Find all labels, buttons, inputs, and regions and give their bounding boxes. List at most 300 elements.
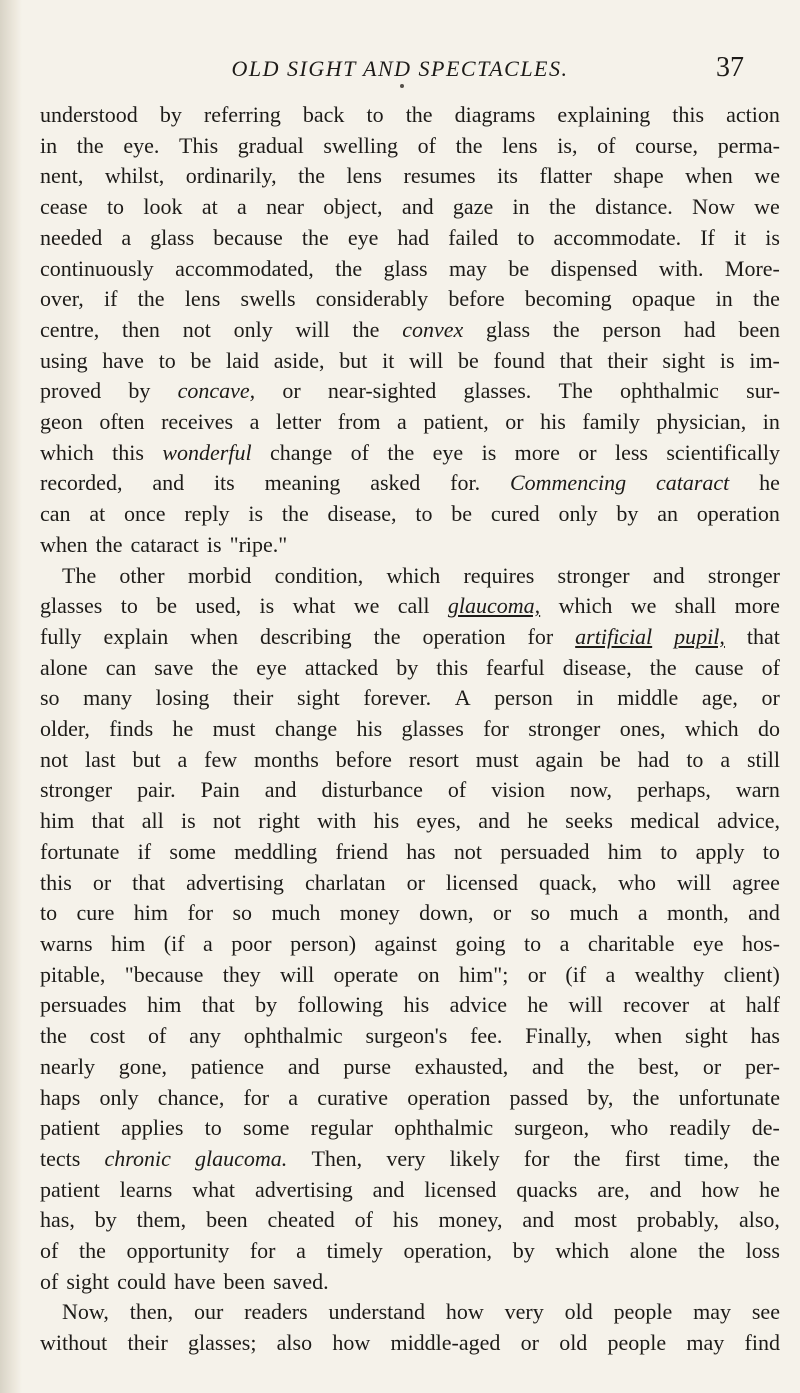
- word: what: [192, 1176, 236, 1202]
- word: morbid: [187, 562, 252, 588]
- word: by: [396, 654, 419, 680]
- word: also,: [738, 1207, 780, 1233]
- word: not: [182, 316, 211, 342]
- word: month,: [667, 900, 729, 926]
- word: or: [761, 685, 780, 711]
- word: a: [296, 1238, 306, 1264]
- word: much: [569, 900, 619, 926]
- word: that: [132, 869, 166, 895]
- word: the: [405, 102, 433, 127]
- word: learns: [119, 1176, 173, 1202]
- word: their: [127, 1330, 168, 1356]
- word: what: [292, 593, 336, 619]
- word: persuades: [40, 992, 127, 1018]
- word: him: [147, 992, 182, 1018]
- word: the: [76, 132, 104, 158]
- word: that: [201, 992, 235, 1018]
- word: dispensed: [550, 255, 638, 281]
- word: are,: [597, 1176, 630, 1202]
- word: must: [475, 746, 519, 772]
- word: understand: [328, 1299, 426, 1325]
- word: all: [141, 808, 164, 834]
- word: "because: [124, 961, 204, 987]
- word: will: [568, 992, 603, 1018]
- word: money: [339, 900, 400, 926]
- word: nent,: [40, 163, 84, 189]
- word: object,: [323, 194, 383, 220]
- word: they: [222, 961, 261, 987]
- word: for: [243, 1084, 270, 1110]
- word: and: [287, 1053, 320, 1079]
- word: friend: [335, 838, 389, 864]
- word: purse: [343, 1053, 392, 1079]
- word: of: [354, 1207, 373, 1233]
- word: any: [189, 1023, 221, 1049]
- word: is: [481, 439, 497, 465]
- word: cataract: [130, 531, 199, 557]
- word: and: [478, 808, 511, 834]
- text-line: [40, 990, 780, 1021]
- word: look: [143, 194, 183, 220]
- word: has: [406, 838, 436, 864]
- word: how: [445, 1299, 484, 1325]
- word: reply: [184, 501, 230, 527]
- word: find: [744, 1330, 780, 1356]
- word: which: [684, 716, 739, 742]
- word: more: [734, 593, 780, 619]
- word: so: [232, 900, 253, 926]
- word: perhaps,: [636, 777, 711, 803]
- word: its: [213, 470, 235, 496]
- word: advertising: [254, 1176, 353, 1202]
- word: time,: [684, 1145, 729, 1171]
- text-line: [40, 1083, 780, 1114]
- word: been: [223, 1268, 266, 1294]
- word: pair.: [137, 777, 176, 803]
- word: aside,: [273, 347, 325, 373]
- word: only: [558, 501, 598, 527]
- word: over,: [40, 286, 84, 312]
- word: sight: [684, 1023, 728, 1049]
- word: operation: [422, 623, 506, 649]
- word: operate: [333, 961, 399, 987]
- page-number: 37: [716, 52, 744, 83]
- word: months: [254, 746, 319, 772]
- text-line: [40, 499, 780, 530]
- text-line: [40, 315, 780, 346]
- word: may: [686, 1330, 725, 1356]
- word: scientifically: [666, 439, 780, 465]
- word: or: [92, 869, 112, 895]
- text-line: [40, 1328, 780, 1359]
- word: the: [373, 623, 401, 649]
- word: curative: [317, 1084, 389, 1110]
- word: following: [297, 992, 384, 1018]
- word: not: [40, 746, 69, 772]
- word: call: [397, 593, 430, 619]
- word: older,: [40, 716, 90, 742]
- text-line: [40, 622, 780, 653]
- word: been: [206, 1207, 248, 1233]
- word: patience: [190, 1053, 265, 1079]
- word: he: [759, 470, 780, 496]
- word: to: [762, 838, 780, 864]
- word: Now: [692, 194, 735, 220]
- word: a: [288, 1084, 299, 1110]
- word: quacks: [516, 1176, 578, 1202]
- word: and: [522, 1207, 555, 1233]
- word: this: [40, 869, 72, 895]
- word: last: [85, 746, 116, 772]
- word: diagrams: [454, 102, 536, 127]
- word: of: [597, 132, 616, 158]
- word: that: [91, 808, 125, 834]
- word: of: [350, 439, 369, 465]
- text-line: [40, 561, 780, 592]
- word: geon: [40, 409, 83, 435]
- word: the: [301, 224, 329, 250]
- word: disease,: [562, 654, 632, 680]
- word: a: [237, 194, 247, 220]
- word: regular: [310, 1115, 373, 1141]
- word: their: [233, 685, 274, 711]
- word: surgeon's: [365, 1023, 448, 1049]
- word: if: [137, 838, 152, 864]
- word: lens: [346, 163, 382, 189]
- word: then,: [129, 1299, 174, 1325]
- word: to: [523, 930, 542, 956]
- word: is: [719, 347, 735, 373]
- word: at: [89, 501, 106, 527]
- text-line: [40, 284, 780, 315]
- word: the: [298, 163, 325, 189]
- word: fee.: [470, 1023, 503, 1049]
- word: on: [417, 961, 440, 987]
- word: family: [582, 409, 640, 435]
- word: person: [602, 316, 662, 342]
- word: when: [40, 531, 88, 557]
- word: by: [255, 992, 278, 1018]
- word: for: [527, 623, 554, 649]
- word: glasses;: [188, 1330, 257, 1356]
- word: shape: [613, 163, 664, 189]
- word: with: [317, 808, 357, 834]
- word: resort: [408, 746, 459, 772]
- word: poor: [231, 930, 272, 956]
- word: cured: [490, 501, 540, 527]
- word: centre,: [40, 316, 100, 342]
- word: applies: [121, 1115, 184, 1141]
- word: which: [555, 1238, 610, 1264]
- word: eye: [347, 224, 379, 250]
- word: our: [193, 1299, 224, 1325]
- word: be: [458, 347, 479, 373]
- word: The: [62, 562, 97, 588]
- word: by: [128, 378, 151, 404]
- word: swells: [240, 286, 296, 312]
- word: this: [436, 654, 469, 680]
- word: (if: [163, 930, 185, 956]
- word: by: [512, 1238, 535, 1264]
- word: may: [449, 255, 487, 281]
- emphasized-word: wonderful: [162, 439, 252, 465]
- word: becoming: [524, 286, 612, 312]
- word: of: [761, 654, 780, 680]
- word: warn: [735, 777, 780, 803]
- word: which: [558, 593, 613, 619]
- word: or: [492, 900, 512, 926]
- word: he: [172, 716, 194, 742]
- word: patient,: [423, 409, 489, 435]
- word: a: [249, 409, 260, 435]
- word: his: [540, 409, 566, 435]
- word: right: [258, 808, 300, 834]
- word: him: [607, 838, 642, 864]
- word: their: [607, 347, 648, 373]
- word: action: [726, 102, 780, 127]
- word: glass: [150, 224, 195, 250]
- word: ophthalmic: [243, 1023, 343, 1049]
- emphasized-word: artificial: [575, 623, 653, 649]
- word: Pain: [200, 777, 240, 803]
- word: we: [353, 593, 380, 619]
- word: and: [532, 1053, 564, 1079]
- word: that: [559, 347, 593, 373]
- word: in: [512, 194, 530, 220]
- word: operation,: [403, 1238, 493, 1264]
- word: very: [386, 1145, 426, 1171]
- word: again: [535, 746, 584, 772]
- word: best,: [638, 1053, 680, 1079]
- word: considerably: [315, 286, 429, 312]
- word: his: [392, 1207, 419, 1233]
- word: The: [558, 378, 593, 404]
- word: resumes: [403, 163, 476, 189]
- word: also: [276, 1330, 313, 1356]
- word: disturbance: [321, 777, 423, 803]
- word: gradual: [237, 132, 304, 158]
- text-line: [40, 1297, 780, 1328]
- word: that: [746, 623, 780, 649]
- text-line: [40, 407, 780, 438]
- text-line: [40, 929, 780, 960]
- word: by: [159, 102, 182, 127]
- word: Then,: [311, 1145, 363, 1171]
- word: agree: [732, 869, 780, 895]
- word: disease,: [327, 501, 397, 527]
- word: can: [40, 501, 71, 527]
- word: if: [103, 286, 118, 312]
- word: near: [266, 194, 304, 220]
- word: tects: [40, 1145, 81, 1171]
- word: likely: [449, 1145, 500, 1171]
- word: his: [403, 992, 430, 1018]
- word: advice,: [717, 808, 780, 834]
- text-line: [40, 1144, 780, 1175]
- word: the: [335, 255, 363, 281]
- word: to: [415, 501, 433, 527]
- word: and: [264, 777, 297, 803]
- word: apply: [695, 838, 745, 864]
- word: his: [373, 808, 400, 834]
- word: explain: [103, 623, 169, 649]
- word: patient: [40, 1115, 100, 1141]
- word: loss: [745, 1238, 780, 1264]
- word: some: [242, 1115, 290, 1141]
- word: an: [657, 501, 678, 527]
- word: hos-: [742, 930, 780, 956]
- word: de-: [751, 1115, 780, 1141]
- word: passed: [509, 1084, 569, 1110]
- text-line: [40, 131, 780, 162]
- word: he: [527, 992, 549, 1018]
- word: the: [587, 1053, 615, 1079]
- word: physician,: [656, 409, 747, 435]
- word: people: [613, 1299, 673, 1325]
- word: receives: [161, 409, 234, 435]
- word: readers: [244, 1299, 308, 1325]
- word: many: [83, 685, 133, 711]
- word: change: [269, 439, 333, 465]
- word: medical: [630, 808, 700, 834]
- word: sight: [66, 1268, 110, 1294]
- word: a: [397, 409, 407, 435]
- word: and: [401, 194, 434, 220]
- word: to: [660, 838, 678, 864]
- word: explaining: [557, 102, 651, 127]
- word: the: [281, 501, 309, 527]
- word: cure: [76, 900, 115, 926]
- word: the: [649, 654, 677, 680]
- word: quack,: [539, 869, 598, 895]
- word: shall: [674, 593, 717, 619]
- word: or: [282, 378, 301, 404]
- word: ophthalmic: [619, 378, 719, 404]
- word: exhausted,: [414, 1053, 509, 1079]
- word: when: [685, 163, 733, 189]
- word: condition,: [274, 562, 364, 588]
- word: against: [374, 930, 437, 956]
- word: will: [295, 316, 330, 342]
- word: the: [753, 1145, 780, 1171]
- word: im-: [749, 347, 780, 373]
- word: and: [649, 1176, 682, 1202]
- word: eyes,: [416, 808, 462, 834]
- text-line: [40, 745, 780, 776]
- word: glass: [486, 316, 531, 342]
- text-line: [40, 530, 780, 561]
- word: much: [271, 900, 321, 926]
- word: eye.: [123, 132, 160, 158]
- word: its: [497, 163, 518, 189]
- word: by: [616, 501, 639, 527]
- word: lens: [502, 132, 538, 158]
- emphasized-word: Commencing: [509, 470, 627, 496]
- word: is: [248, 501, 264, 527]
- word: because: [213, 224, 283, 250]
- emphasized-word: chronic: [104, 1145, 171, 1171]
- word: still: [746, 746, 780, 772]
- text-line: [40, 1021, 780, 1052]
- word: understood: [40, 102, 138, 127]
- word: the: [95, 531, 123, 557]
- word: in: [576, 685, 594, 711]
- word: or: [505, 409, 524, 435]
- word: middle: [617, 685, 679, 711]
- body-text: [40, 100, 780, 1359]
- word: finds: [109, 716, 154, 742]
- word: alone: [629, 1238, 678, 1264]
- word: it: [382, 347, 395, 373]
- word: the: [552, 316, 580, 342]
- word: requires: [463, 562, 535, 588]
- word: eye: [693, 930, 724, 956]
- word: of: [40, 1268, 59, 1294]
- word: ordinarily,: [185, 163, 277, 189]
- word: often: [99, 409, 145, 435]
- word: or: [406, 869, 425, 895]
- word: be: [451, 501, 473, 527]
- word: be: [156, 593, 177, 619]
- text-line: [40, 868, 780, 899]
- word: continuously: [40, 255, 154, 281]
- word: fully: [40, 623, 82, 649]
- word: few: [204, 746, 238, 772]
- word: found: [493, 347, 545, 373]
- text-line: [40, 1236, 780, 1267]
- word: do: [758, 716, 780, 742]
- word: him: [133, 900, 169, 926]
- word: or: [702, 1053, 722, 1079]
- page-header: [0, 50, 800, 90]
- word: the: [40, 1023, 67, 1049]
- word: haps: [40, 1084, 81, 1110]
- word: of: [447, 777, 467, 803]
- text-line: [40, 438, 780, 469]
- word: (if: [565, 961, 587, 987]
- word: pitable,: [40, 961, 106, 987]
- word: to: [106, 194, 125, 220]
- word: some: [169, 838, 216, 864]
- word: advice: [449, 992, 507, 1018]
- word: a: [559, 930, 570, 956]
- word: This: [179, 132, 219, 158]
- word: losing: [155, 685, 210, 711]
- word: now,: [570, 777, 612, 803]
- running-title: OLD SIGHT AND SPECTACLES.: [231, 56, 569, 81]
- word: attacked: [304, 654, 379, 680]
- word: not: [212, 808, 242, 834]
- word: been: [738, 316, 780, 342]
- emphasized-word: glaucoma.: [195, 1145, 288, 1171]
- word: at: [201, 194, 218, 220]
- text-line: [40, 346, 780, 377]
- text-line: [40, 1113, 780, 1144]
- word: we: [630, 593, 657, 619]
- text-line: [40, 1175, 780, 1206]
- word: distance.: [595, 194, 673, 220]
- word: more: [514, 439, 560, 465]
- word: charitable: [587, 930, 675, 956]
- word: charlatan: [304, 869, 386, 895]
- word: flatter: [539, 163, 592, 189]
- word: half: [745, 992, 780, 1018]
- word: meddling: [234, 838, 318, 864]
- word: accommodated,: [175, 255, 314, 281]
- word: nearly: [40, 1053, 95, 1079]
- word: letter: [275, 409, 322, 435]
- text-line: [40, 683, 780, 714]
